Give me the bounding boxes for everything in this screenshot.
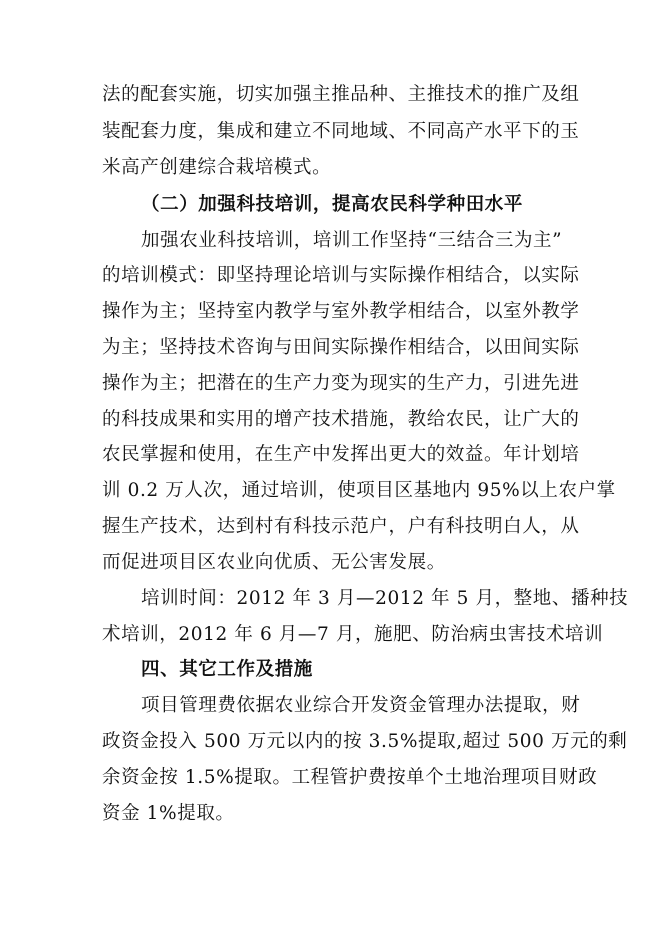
paragraph-line: 术培训，2012 年 6 月—7 月，施肥、防治病虫害技术培训 (102, 624, 604, 645)
paragraph-line: 农民掌握和使用，在生产中发挥出更大的效益。年计划培 (102, 444, 580, 465)
section-heading-training: （二）加强科技培训，提高农民科学种田水平 (141, 194, 524, 215)
paragraph-line: 操作为主；把潜在的生产力变为现实的生产力，引进先进 (102, 373, 580, 394)
paragraph-line: 的科技成果和实用的增产技术措施，教给农民，让广大的 (102, 409, 580, 430)
paragraph-line: 加强农业科技培训，培训工作坚持“三结合三为主” (141, 230, 563, 251)
paragraph-line: 的培训模式：即坚持理论培训与实际操作相结合，以实际 (102, 265, 580, 286)
paragraph-line: 培训时间：2012 年 3 月—2012 年 5 月，整地、播种技 (141, 588, 629, 609)
paragraph-line: 资金 1%提取。 (102, 803, 235, 824)
paragraph-line: 为主；坚持技术咨询与田间实际操作相结合，以田间实际 (102, 337, 580, 358)
section-heading-other-measures: 四、其它工作及措施 (141, 659, 313, 680)
paragraph-line: 而促进项目区农业向优质、无公害发展。 (102, 552, 446, 573)
paragraph-line: 项目管理费依据农业综合开发资金管理办法提取，财 (141, 695, 581, 716)
paragraph-line: 握生产技术，达到村有科技示范户，户有科技明白人，从 (102, 516, 580, 537)
paragraph-line: 余资金按 1.5%提取。工程管护费按单个土地治理项目财政 (102, 767, 598, 788)
paragraph-line: 米高产创建综合栽培模式。 (102, 157, 332, 178)
paragraph-line: 训 0.2 万人次，通过培训，使项目区基地内 95%以上农户掌 (102, 480, 616, 501)
paragraph-line: 法的配套实施，切实加强主推品种、主推技术的推广及组 (102, 84, 580, 105)
paragraph-line: 操作为主；坚持室内教学与室外教学相结合，以室外教学 (102, 301, 580, 322)
paragraph-line: 政资金投入 500 万元以内的按 3.5%提取,超过 500 万元的剩 (102, 731, 628, 752)
paragraph-line: 装配套力度，集成和建立不同地域、不同高产水平下的玉 (102, 121, 580, 142)
